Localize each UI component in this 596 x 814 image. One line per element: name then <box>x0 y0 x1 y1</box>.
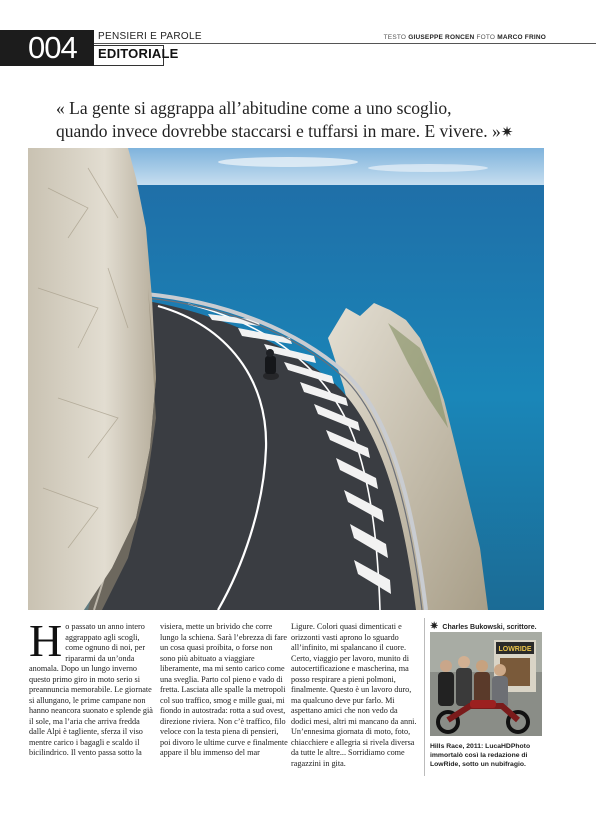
quote-author: Charles Bukowski, scrittore. <box>442 624 537 631</box>
article-credits <box>384 34 546 41</box>
cloud <box>218 157 358 167</box>
editorial-team-photo <box>430 632 542 736</box>
quote-line-1: « La gente si aggrappa all’abitudine come a uno scoglio, <box>56 98 452 118</box>
team-photo-illustration <box>430 632 542 736</box>
page-number: 004 <box>0 30 94 66</box>
hero-photo-coastal-road <box>28 148 544 610</box>
poster-logo: LOWRIDE <box>498 646 532 653</box>
quote-line-2 <box>56 120 556 145</box>
quote-line-2-text: quando invece dovrebbe staccarsi e tuffarsi in mare. E vivere. » <box>56 121 501 141</box>
article-column-1-text: o passato un anno intero aggrappato agli scogli, come ognuno di noi, per ripararmi da un’onda anomala. Dopo un lungo inverno questo primo giro in moto serio si preannuncia memorabile. Le giornate si allungano, le prime campane non hanno neancora suonato e splende già il sole, ma l’aria che arriva fredda dalle Alpi è tagliente, sferza il viso mentre carico i bagagli e scaldo il bicilindrico. Il vento passa sotto la <box>29 622 153 757</box>
credit-text-name: GIUSEPPE RONCEN <box>408 34 475 41</box>
section-label: PENSIERI E PAROLE <box>98 31 202 42</box>
drop-cap: H <box>29 615 63 666</box>
asterisk-star-icon: ✷ <box>430 621 439 632</box>
photo-caption: Hills Race, 2011: LucaHDPhoto immortalò così la redazione di LowRide, sotto un nubifragio. <box>430 743 531 768</box>
cloud <box>368 164 488 172</box>
quote-attribution <box>430 621 550 632</box>
pull-quote <box>56 97 556 145</box>
credit-photo-label: FOTO <box>476 34 496 41</box>
asterisk-star-icon: ✷ <box>500 125 514 141</box>
article-column-3: Ligure. Colori quasi dimenticati e orizzonti vasti aprono lo sguardo all’infinito, mi spalancano il cuore. Certo, viaggio per lavoro, munito di autocertificazione e mascherina, ma posso respirare a pieni polmoni, finalmente. Questo è un lavoro duro, ma qualcuno deve pur farlo. Mi aspettano amici che non vedo da dodici mesi, altri mi mancano da anni. Un’ennesima giornata di moto, foto, chiacchiere e allegria si rivela diversa da tutte le altre... Sorridiamo come ragazzini in gita. <box>291 622 417 768</box>
article-column-2: visiera, mette un brivido che corre lungo la schiena. Sarà l’ebrezza di fare un cosa quasi proibita, o forse non sono più abituato a viaggiare liberamente, ma mi sento carico come una sveglia. Parto col pieno e vado di fretta. Lasciata alle spalle la metropoli col suo traffico, smog e mille guai, mi fiondo in autostrada: rotta a sud ovest, direzione riviera. Non c’è traffico, filo veloce con la testa piena di pensieri, poi divoro le ultime curve e finalmente appare il blu immenso del mar <box>160 622 288 757</box>
credit-photo-name: MARCO FRINO <box>497 34 546 41</box>
hero-illustration <box>28 148 544 610</box>
column-divider <box>424 618 425 776</box>
article-column-1 <box>29 615 157 759</box>
section-title: EDITORIALE <box>98 46 179 61</box>
header-rule <box>94 43 596 44</box>
credit-text-label: TESTO <box>383 34 407 41</box>
